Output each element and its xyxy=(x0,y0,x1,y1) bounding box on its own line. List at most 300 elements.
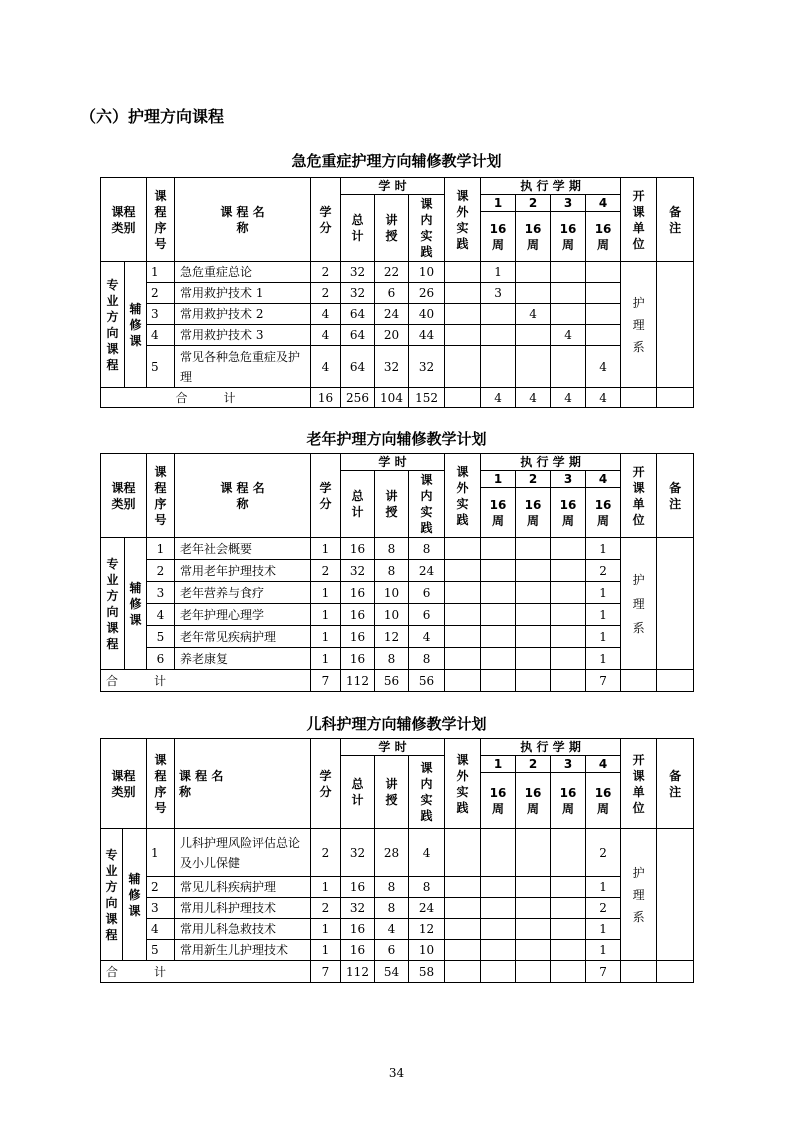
course-lecture: 8 xyxy=(375,877,409,898)
course-sem-2 xyxy=(516,604,551,626)
dept-cell: 护理系 xyxy=(621,262,657,388)
course-out-practice xyxy=(445,940,481,961)
header-seq: 课程序号 xyxy=(147,178,175,262)
course-in-practice: 44 xyxy=(409,325,445,346)
header-weeks-1: 16周 xyxy=(481,212,516,262)
header-sem-3: 3 xyxy=(551,195,586,212)
course-sem-2 xyxy=(516,829,551,877)
course-total: 16 xyxy=(341,604,375,626)
sum-row xyxy=(101,961,694,983)
page-number: 34 xyxy=(388,1066,405,1080)
course-name: 老年营养与食疗 xyxy=(175,582,311,604)
course-lecture: 6 xyxy=(375,940,409,961)
course-sem-3 xyxy=(551,538,586,560)
course-name: 常见儿科疾病护理 xyxy=(175,877,311,898)
course-sem-4 xyxy=(586,325,621,346)
header-seq: 课程序号 xyxy=(147,739,175,829)
course-sem-4: 1 xyxy=(586,538,621,560)
sum-sem-3 xyxy=(551,961,586,983)
course-seq: 5 xyxy=(147,940,175,961)
course-lecture: 24 xyxy=(375,304,409,325)
sum-dept xyxy=(621,670,657,692)
course-out-practice xyxy=(445,877,481,898)
course-sem-3 xyxy=(551,829,586,877)
course-total: 16 xyxy=(341,626,375,648)
remark-cell xyxy=(657,829,694,961)
course-seq: 4 xyxy=(147,919,175,940)
course-name: 常用儿科护理技术 xyxy=(175,898,311,919)
course-sem-3 xyxy=(551,626,586,648)
sum-row xyxy=(101,388,694,408)
header-name: 课 程 名 称 xyxy=(175,178,311,262)
course-sem-1 xyxy=(481,829,516,877)
header-total: 总计 xyxy=(341,756,375,829)
course-in-practice: 24 xyxy=(409,898,445,919)
course-lecture: 12 xyxy=(375,626,409,648)
course-seq: 4 xyxy=(147,604,175,626)
sum-in-practice: 58 xyxy=(409,961,445,983)
sum-lecture: 56 xyxy=(375,670,409,692)
course-sem-2 xyxy=(516,648,551,670)
course-seq: 5 xyxy=(147,626,175,648)
course-name: 常用救护技术 1 xyxy=(175,283,311,304)
course-in-practice: 24 xyxy=(409,560,445,582)
table-row xyxy=(101,304,694,325)
header-total: 总计 xyxy=(341,471,375,538)
course-credit: 2 xyxy=(311,262,341,283)
course-sem-1 xyxy=(481,940,516,961)
course-name: 养老康复 xyxy=(175,648,311,670)
header-remark: 备注 xyxy=(657,178,694,262)
course-credit: 4 xyxy=(311,304,341,325)
course-total: 16 xyxy=(341,582,375,604)
table-row xyxy=(101,898,694,919)
sum-total: 256 xyxy=(341,388,375,408)
sum-credit: 7 xyxy=(311,670,341,692)
course-in-practice: 8 xyxy=(409,877,445,898)
course-credit: 1 xyxy=(311,626,341,648)
course-name: 常用救护技术 3 xyxy=(175,325,311,346)
course-sem-4: 1 xyxy=(586,919,621,940)
course-seq: 6 xyxy=(147,648,175,670)
table-row xyxy=(101,829,694,877)
sum-total: 112 xyxy=(341,961,375,983)
sum-sem-3 xyxy=(551,670,586,692)
table-row xyxy=(101,538,694,560)
course-sem-1 xyxy=(481,898,516,919)
header-name: 课 程 名 称 xyxy=(175,454,311,538)
category-sub: 辅修课 xyxy=(125,262,147,388)
course-sem-2 xyxy=(516,283,551,304)
header-dept: 开课单位 xyxy=(621,739,657,829)
table-row xyxy=(101,325,694,346)
course-credit: 1 xyxy=(311,648,341,670)
course-in-practice: 12 xyxy=(409,919,445,940)
table-row xyxy=(101,346,694,388)
course-out-practice xyxy=(445,560,481,582)
category-main: 专业方向课程 xyxy=(101,538,125,670)
course-in-practice: 8 xyxy=(409,648,445,670)
course-total: 32 xyxy=(341,898,375,919)
header-in-practice: 课内实践 xyxy=(409,756,445,829)
remark-cell xyxy=(657,262,694,388)
course-sem-4: 1 xyxy=(586,648,621,670)
course-out-practice xyxy=(445,582,481,604)
course-credit: 1 xyxy=(311,538,341,560)
course-out-practice xyxy=(445,919,481,940)
course-sem-1: 3 xyxy=(481,283,516,304)
course-sem-1 xyxy=(481,626,516,648)
header-seq: 课程序号 xyxy=(147,454,175,538)
course-sem-2 xyxy=(516,262,551,283)
course-seq: 5 xyxy=(147,346,175,388)
table-row xyxy=(101,940,694,961)
course-credit: 2 xyxy=(311,283,341,304)
course-lecture: 10 xyxy=(375,604,409,626)
course-in-practice: 4 xyxy=(409,626,445,648)
header-out-practice: 课外实践 xyxy=(445,178,481,262)
course-in-practice: 10 xyxy=(409,262,445,283)
course-sem-4 xyxy=(586,283,621,304)
course-lecture: 8 xyxy=(375,538,409,560)
course-name: 儿科护理风险评估总论及小儿保健 xyxy=(175,829,311,877)
course-total: 32 xyxy=(341,262,375,283)
course-lecture: 8 xyxy=(375,560,409,582)
table-row xyxy=(101,582,694,604)
sum-total: 112 xyxy=(341,670,375,692)
course-out-practice xyxy=(445,898,481,919)
course-credit: 1 xyxy=(311,877,341,898)
header-credit: 学分 xyxy=(311,739,341,829)
sum-row xyxy=(101,670,694,692)
course-sem-4: 1 xyxy=(586,604,621,626)
course-credit: 2 xyxy=(311,560,341,582)
sum-in-practice: 56 xyxy=(409,670,445,692)
header-sem-3: 3 xyxy=(551,756,586,773)
course-out-practice xyxy=(445,604,481,626)
header-credit: 学分 xyxy=(311,454,341,538)
header-category: 课程类别 xyxy=(101,739,147,829)
header-semester: 执 行 学 期 xyxy=(481,178,621,195)
header-remark: 备注 xyxy=(657,454,694,538)
table-row xyxy=(101,283,694,304)
course-credit: 4 xyxy=(311,346,341,388)
course-sem-2 xyxy=(516,940,551,961)
course-credit: 4 xyxy=(311,325,341,346)
course-sem-4 xyxy=(586,304,621,325)
header-total: 总计 xyxy=(341,195,375,262)
sum-label: 合 计 xyxy=(101,961,311,983)
course-sem-1 xyxy=(481,346,516,388)
plan-table-pediatric xyxy=(100,738,694,983)
table-row xyxy=(101,626,694,648)
course-out-practice xyxy=(445,648,481,670)
sum-out-practice xyxy=(445,670,481,692)
course-sem-4: 2 xyxy=(586,560,621,582)
course-in-practice: 6 xyxy=(409,604,445,626)
header-sem-2: 2 xyxy=(516,471,551,488)
table-row xyxy=(101,262,694,283)
course-lecture: 28 xyxy=(375,829,409,877)
course-total: 16 xyxy=(341,538,375,560)
header-weeks-3: 16周 xyxy=(551,773,586,829)
header-weeks-2: 16周 xyxy=(516,773,551,829)
header-remark: 备注 xyxy=(657,739,694,829)
sum-sem-2 xyxy=(516,670,551,692)
course-lecture: 6 xyxy=(375,283,409,304)
category-sub: 辅修课 xyxy=(125,538,147,670)
category-sub: 辅修课 xyxy=(123,829,147,961)
course-lecture: 32 xyxy=(375,346,409,388)
header-hours: 学 时 xyxy=(341,178,445,195)
course-seq: 1 xyxy=(147,829,175,877)
sum-sem-4: 7 xyxy=(586,961,621,983)
table-row xyxy=(101,604,694,626)
header-credit: 学分 xyxy=(311,178,341,262)
table-title-pediatric: 儿科护理方向辅修教学计划 xyxy=(306,715,487,733)
sum-credit: 16 xyxy=(311,388,341,408)
sum-sem-1 xyxy=(481,961,516,983)
course-sem-2 xyxy=(516,346,551,388)
header-lecture: 讲授 xyxy=(375,471,409,538)
course-lecture: 8 xyxy=(375,648,409,670)
course-sem-3 xyxy=(551,304,586,325)
sum-sem-4: 4 xyxy=(586,388,621,408)
header-sem-2: 2 xyxy=(516,195,551,212)
course-out-practice xyxy=(445,829,481,877)
header-sem-2: 2 xyxy=(516,756,551,773)
course-total: 16 xyxy=(341,648,375,670)
header-sem-1: 1 xyxy=(481,195,516,212)
header-semester: 执 行 学 期 xyxy=(481,739,621,756)
course-sem-1 xyxy=(481,877,516,898)
header-sem-4: 4 xyxy=(586,756,621,773)
course-lecture: 22 xyxy=(375,262,409,283)
course-sem-3 xyxy=(551,940,586,961)
header-in-practice: 课内实践 xyxy=(409,471,445,538)
course-total: 16 xyxy=(341,877,375,898)
course-credit: 1 xyxy=(311,919,341,940)
course-seq: 3 xyxy=(147,304,175,325)
sum-dept xyxy=(621,388,657,408)
course-in-practice: 6 xyxy=(409,582,445,604)
course-in-practice: 26 xyxy=(409,283,445,304)
sum-sem-2 xyxy=(516,961,551,983)
header-sem-3: 3 xyxy=(551,471,586,488)
header-dept: 开课单位 xyxy=(621,178,657,262)
section-title: （六）护理方向课程 xyxy=(80,107,225,126)
sum-out-practice xyxy=(445,388,481,408)
course-sem-1 xyxy=(481,604,516,626)
dept-cell: 护理系 xyxy=(621,829,657,961)
course-sem-1 xyxy=(481,560,516,582)
course-seq: 2 xyxy=(147,877,175,898)
course-sem-3 xyxy=(551,582,586,604)
course-seq: 1 xyxy=(147,262,175,283)
course-name: 老年护理心理学 xyxy=(175,604,311,626)
course-sem-4: 4 xyxy=(586,346,621,388)
course-lecture: 20 xyxy=(375,325,409,346)
course-credit: 2 xyxy=(311,898,341,919)
course-sem-4: 1 xyxy=(586,582,621,604)
header-weeks-1: 16周 xyxy=(481,488,516,538)
course-in-practice: 32 xyxy=(409,346,445,388)
course-name: 常用救护技术 2 xyxy=(175,304,311,325)
header-category: 课程类别 xyxy=(101,178,147,262)
course-name: 急危重症总论 xyxy=(175,262,311,283)
sum-label: 合 计 xyxy=(101,670,311,692)
course-sem-3 xyxy=(551,898,586,919)
sum-out-practice xyxy=(445,961,481,983)
table-title-elderly: 老年护理方向辅修教学计划 xyxy=(306,430,487,448)
course-sem-4: 1 xyxy=(586,940,621,961)
course-sem-4: 1 xyxy=(586,626,621,648)
header-weeks-3: 16周 xyxy=(551,488,586,538)
course-total: 64 xyxy=(341,304,375,325)
course-sem-3 xyxy=(551,560,586,582)
plan-table-emergency xyxy=(100,177,694,408)
course-credit: 1 xyxy=(311,604,341,626)
header-lecture: 讲授 xyxy=(375,195,409,262)
header-weeks-1: 16周 xyxy=(481,773,516,829)
header-category: 课程类别 xyxy=(101,454,147,538)
course-out-practice xyxy=(445,304,481,325)
remark-cell xyxy=(657,538,694,670)
sum-remark xyxy=(657,388,694,408)
category-main: 专业方向课程 xyxy=(101,829,123,961)
header-sem-1: 1 xyxy=(481,756,516,773)
course-sem-2 xyxy=(516,898,551,919)
course-out-practice xyxy=(445,346,481,388)
course-name: 老年常见疾病护理 xyxy=(175,626,311,648)
course-seq: 1 xyxy=(147,538,175,560)
sum-remark xyxy=(657,670,694,692)
course-in-practice: 40 xyxy=(409,304,445,325)
table-title-emergency: 急危重症护理方向辅修教学计划 xyxy=(291,152,502,170)
course-in-practice: 4 xyxy=(409,829,445,877)
course-out-practice xyxy=(445,626,481,648)
plan-table-elderly xyxy=(100,453,694,692)
header-weeks-2: 16周 xyxy=(516,488,551,538)
sum-lecture: 104 xyxy=(375,388,409,408)
course-sem-2 xyxy=(516,560,551,582)
course-sem-3 xyxy=(551,262,586,283)
course-out-practice xyxy=(445,538,481,560)
header-weeks-4: 16周 xyxy=(586,488,621,538)
course-credit: 1 xyxy=(311,582,341,604)
course-name: 常用儿科急救技术 xyxy=(175,919,311,940)
course-total: 32 xyxy=(341,829,375,877)
course-sem-1 xyxy=(481,538,516,560)
sum-dept xyxy=(621,961,657,983)
course-total: 64 xyxy=(341,325,375,346)
course-sem-2 xyxy=(516,626,551,648)
table-row xyxy=(101,648,694,670)
sum-sem-2: 4 xyxy=(516,388,551,408)
course-sem-4: 2 xyxy=(586,829,621,877)
sum-sem-4: 7 xyxy=(586,670,621,692)
header-semester: 执 行 学 期 xyxy=(481,454,621,471)
course-seq: 2 xyxy=(147,283,175,304)
header-lecture: 讲授 xyxy=(375,756,409,829)
header-out-practice: 课外实践 xyxy=(445,454,481,538)
course-credit: 2 xyxy=(311,829,341,877)
course-sem-3 xyxy=(551,919,586,940)
table-row xyxy=(101,919,694,940)
course-name: 老年社会概要 xyxy=(175,538,311,560)
course-sem-2 xyxy=(516,582,551,604)
sum-label: 合 计 xyxy=(101,388,311,408)
course-lecture: 4 xyxy=(375,919,409,940)
header-hours: 学 时 xyxy=(341,454,445,471)
header-hours: 学 时 xyxy=(341,739,445,756)
course-sem-3 xyxy=(551,648,586,670)
course-seq: 2 xyxy=(147,560,175,582)
course-in-practice: 10 xyxy=(409,940,445,961)
course-sem-3 xyxy=(551,346,586,388)
course-seq: 3 xyxy=(147,898,175,919)
sum-remark xyxy=(657,961,694,983)
course-name: 常见各种急危重症及护理 xyxy=(175,346,311,388)
course-total: 16 xyxy=(341,940,375,961)
course-sem-3 xyxy=(551,877,586,898)
sum-in-practice: 152 xyxy=(409,388,445,408)
header-sem-4: 4 xyxy=(586,195,621,212)
sum-sem-1: 4 xyxy=(481,388,516,408)
sum-credit: 7 xyxy=(311,961,341,983)
header-in-practice: 课内实践 xyxy=(409,195,445,262)
header-weeks-2: 16周 xyxy=(516,212,551,262)
course-sem-1 xyxy=(481,304,516,325)
course-in-practice: 8 xyxy=(409,538,445,560)
course-total: 16 xyxy=(341,919,375,940)
course-out-practice xyxy=(445,325,481,346)
table-row xyxy=(101,560,694,582)
course-sem-3: 4 xyxy=(551,325,586,346)
course-sem-2 xyxy=(516,325,551,346)
header-name: 课 程 名 称 xyxy=(175,739,311,829)
course-seq: 4 xyxy=(147,325,175,346)
sum-sem-1 xyxy=(481,670,516,692)
header-out-practice: 课外实践 xyxy=(445,739,481,829)
course-sem-4: 2 xyxy=(586,898,621,919)
course-sem-2 xyxy=(516,538,551,560)
course-lecture: 10 xyxy=(375,582,409,604)
sum-sem-3: 4 xyxy=(551,388,586,408)
course-sem-2 xyxy=(516,919,551,940)
course-sem-4: 1 xyxy=(586,877,621,898)
header-weeks-3: 16周 xyxy=(551,212,586,262)
course-name: 常用新生儿护理技术 xyxy=(175,940,311,961)
course-name: 常用老年护理技术 xyxy=(175,560,311,582)
course-sem-3 xyxy=(551,283,586,304)
course-total: 32 xyxy=(341,560,375,582)
course-lecture: 8 xyxy=(375,898,409,919)
course-sem-1 xyxy=(481,582,516,604)
course-sem-1 xyxy=(481,648,516,670)
course-seq: 3 xyxy=(147,582,175,604)
course-sem-2 xyxy=(516,877,551,898)
header-dept: 开课单位 xyxy=(621,454,657,538)
course-out-practice xyxy=(445,262,481,283)
course-sem-1 xyxy=(481,325,516,346)
header-weeks-4: 16周 xyxy=(586,212,621,262)
course-sem-2: 4 xyxy=(516,304,551,325)
course-sem-1: 1 xyxy=(481,262,516,283)
course-total: 32 xyxy=(341,283,375,304)
dept-cell: 护理系 xyxy=(621,538,657,670)
table-row xyxy=(101,877,694,898)
